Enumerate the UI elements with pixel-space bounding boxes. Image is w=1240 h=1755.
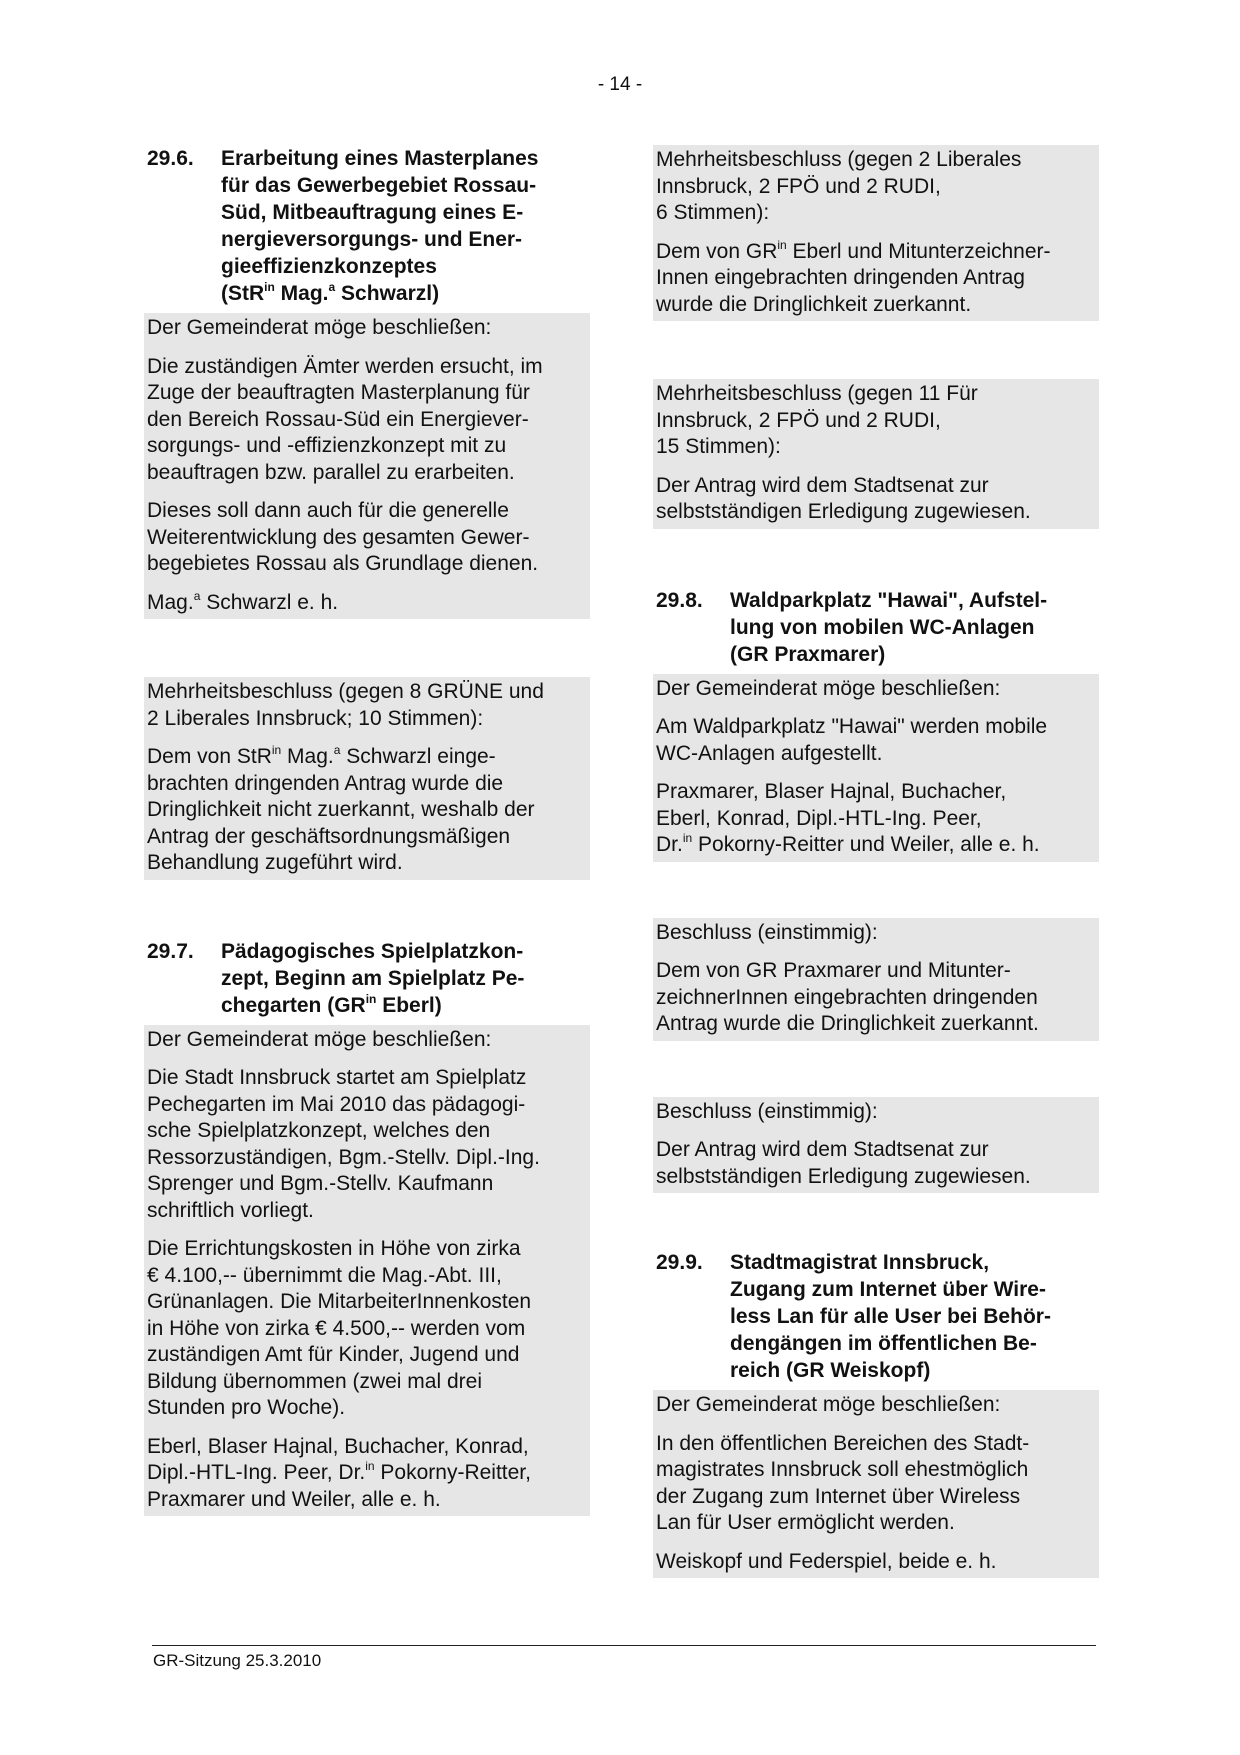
decision-block-29-7-b xyxy=(653,379,1099,529)
decision-block-29-7-a xyxy=(653,145,1099,321)
motion-intro: Der Gemeinderat möge beschließen: xyxy=(147,316,492,339)
section-number: 29.8. xyxy=(656,588,703,612)
decision-label: Beschluss (einstimmig): xyxy=(656,1099,878,1123)
motion-block-29-7 xyxy=(144,1025,590,1517)
signers: Praxmarer, Blaser Hajnal, Buchacher, Eberl, Konrad, Dipl.-HTL-Ing. Peer, Dr.$^{in}$ Pokorny-Reitter und Weiler, alle e. h. xyxy=(656,780,1040,856)
decision-block-29-8-b xyxy=(653,1097,1099,1194)
motion-paragraph: Die Errichtungskosten in Höhe von zirka € 4.100,-- übernimmt die Mag.-Abt. III, Grünanlagen. Die MitarbeiterInnenkosten in Höhe von zirka € 4.500,-- werden vom zuständigen Amt für Kinder, Jugend und Bildung übernommen (zwei mal drei Stunden pro Woche). xyxy=(147,1237,532,1419)
motion-intro: Der Gemeinderat möge beschließen: xyxy=(656,676,1001,700)
decision-label: Mehrheitsbeschluss (gegen 2 Liberales Innsbruck, 2 FPÖ und 2 RUDI, 6 Stimmen): xyxy=(656,148,1022,224)
motion-block-29-6 xyxy=(144,313,590,619)
section-heading-29-7 xyxy=(147,938,587,1019)
section-title: Erarbeitung eines Masterplanes für das Gewerbegebiet Rossau- Süd, Mitbeauftragung eines E- nergieversorgungs- und Ener- gieeffizienzkonzeptes (StR$^{in}$ Mag.$^a$ Schwarzl) xyxy=(221,147,539,305)
section-number: 29.7. xyxy=(147,939,194,963)
motion-paragraph: Dieses soll dann auch für die generelle Weiterentwicklung des gesamten Gewer- begebietes Rossau als Grundlage dienen. xyxy=(147,499,539,575)
motion-paragraph: Die Stadt Innsbruck startet am Spielplatz Pechegarten im Mai 2010 das pädagogi- sche Spielplatzkonzept, welches den Ressorzuständigen, Bgm.-Stellv. Dipl.-Ing. Sprenger und Bgm.-Stellv. Kaufmann schriftlich vorliegt. xyxy=(147,1066,540,1222)
decision-block-29-6 xyxy=(144,677,590,880)
left-column xyxy=(147,145,587,1516)
decision-block-29-8-a xyxy=(653,918,1099,1041)
page-number: - 14 - xyxy=(597,74,643,95)
motion-intro: Der Gemeinderat möge beschließen: xyxy=(656,1393,1001,1416)
decision-result: Der Antrag wird dem Stadtsenat zur selbstständigen Erledigung zugewiesen. xyxy=(656,473,1031,523)
section-title: Waldparkplatz "Hawai", Aufstel- lung von mobilen WC-Anlagen (GR Praxmarer) xyxy=(730,588,1048,666)
decision-result: Dem von GR Praxmarer und Mitunter- zeichnerInnen eingebrachten dringenden Antrag wurde die Dringlichkeit zuerkannt. xyxy=(656,959,1039,1035)
signers: Mag.$^a$ Schwarzl e. h. xyxy=(147,588,339,614)
signers: Eberl, Blaser Hajnal, Buchacher, Konrad, Dipl.-HTL-Ing. Peer, Dr.$^{in}$ Pokorny-Reitter, Praxmarer und Weiler, alle e. h. xyxy=(147,1434,531,1511)
section-heading-29-8 xyxy=(656,587,1096,668)
motion-paragraph: In den öffentlichen Bereichen des Stadt- magistrates Innsbruck soll ehestmöglich der Zugang zum Internet über Wireless Lan für User ermöglicht werden. xyxy=(656,1431,1030,1534)
footer-text: GR-Sitzung 25.3.2010 xyxy=(153,1651,322,1670)
footer-divider xyxy=(152,1645,1096,1646)
motion-intro: Der Gemeinderat möge beschließen: xyxy=(147,1027,492,1051)
decision-result: Dem von $GR^{in}$ Eberl und Mitunterzeichner- Innen eingebrachten dringenden Antrag wurde die Dringlichkeit zuerkannt. xyxy=(656,237,1051,316)
decision-label: Mehrheitsbeschluss (gegen 11 Für Innsbruck, 2 FPÖ und 2 RUDI, 15 Stimmen): xyxy=(656,382,978,458)
signers: Weiskopf und Federspiel, beide e. h. xyxy=(656,1549,997,1573)
motion-paragraph: Die zuständigen Ämter werden ersucht, im Zuge der beauftragten Masterplanung für den Bereich Rossau-Süd ein Energiever- sorgungs- und -effizienzkonzept mit zu beauftragen bzw. parallel zu erarbeiten. xyxy=(147,354,543,484)
motion-paragraph: Am Waldparkplatz "Hawai" werden mobile WC-Anlagen aufgestellt. xyxy=(656,715,1048,765)
right-column xyxy=(656,145,1096,1578)
section-number: 29.6. xyxy=(147,147,194,170)
motion-block-29-8 xyxy=(653,674,1099,862)
decision-result: Der Antrag wird dem Stadtsenat zur selbstständigen Erledigung zugewiesen. xyxy=(656,1138,1031,1188)
section-heading-29-9 xyxy=(656,1249,1096,1384)
section-number: 29.9. xyxy=(656,1251,703,1274)
section-heading-29-6 xyxy=(147,145,587,307)
section-title: Stadtmagistrat Innsbruck, Zugang zum Internet über Wire- less Lan für alle User bei Behör- dengängen im öffentlichen Be- reich (GR Weiskopf) xyxy=(730,1251,1051,1382)
motion-block-29-9 xyxy=(653,1390,1099,1578)
decision-result: Dem von StR$^{in}$ Mag.$^a$ Schwarzl einge- brachten dringenden Antrag wurde die Dringlichkeit nicht zuerkannt, weshalb der Antrag der geschäftsordnungsmäßigen Behandlung zugeführt wird. xyxy=(147,743,535,874)
section-title: Pädagogisches Spielplatzkon- zept, Beginn am Spielplatz Pe- chegarten ($GR^{in}$ Eberl) xyxy=(221,939,525,1017)
decision-label: Beschluss (einstimmig): xyxy=(656,920,878,944)
decision-label: Mehrheitsbeschluss (gegen 8 GRÜNE und 2 Liberales Innsbruck; 10 Stimmen): xyxy=(147,680,544,730)
